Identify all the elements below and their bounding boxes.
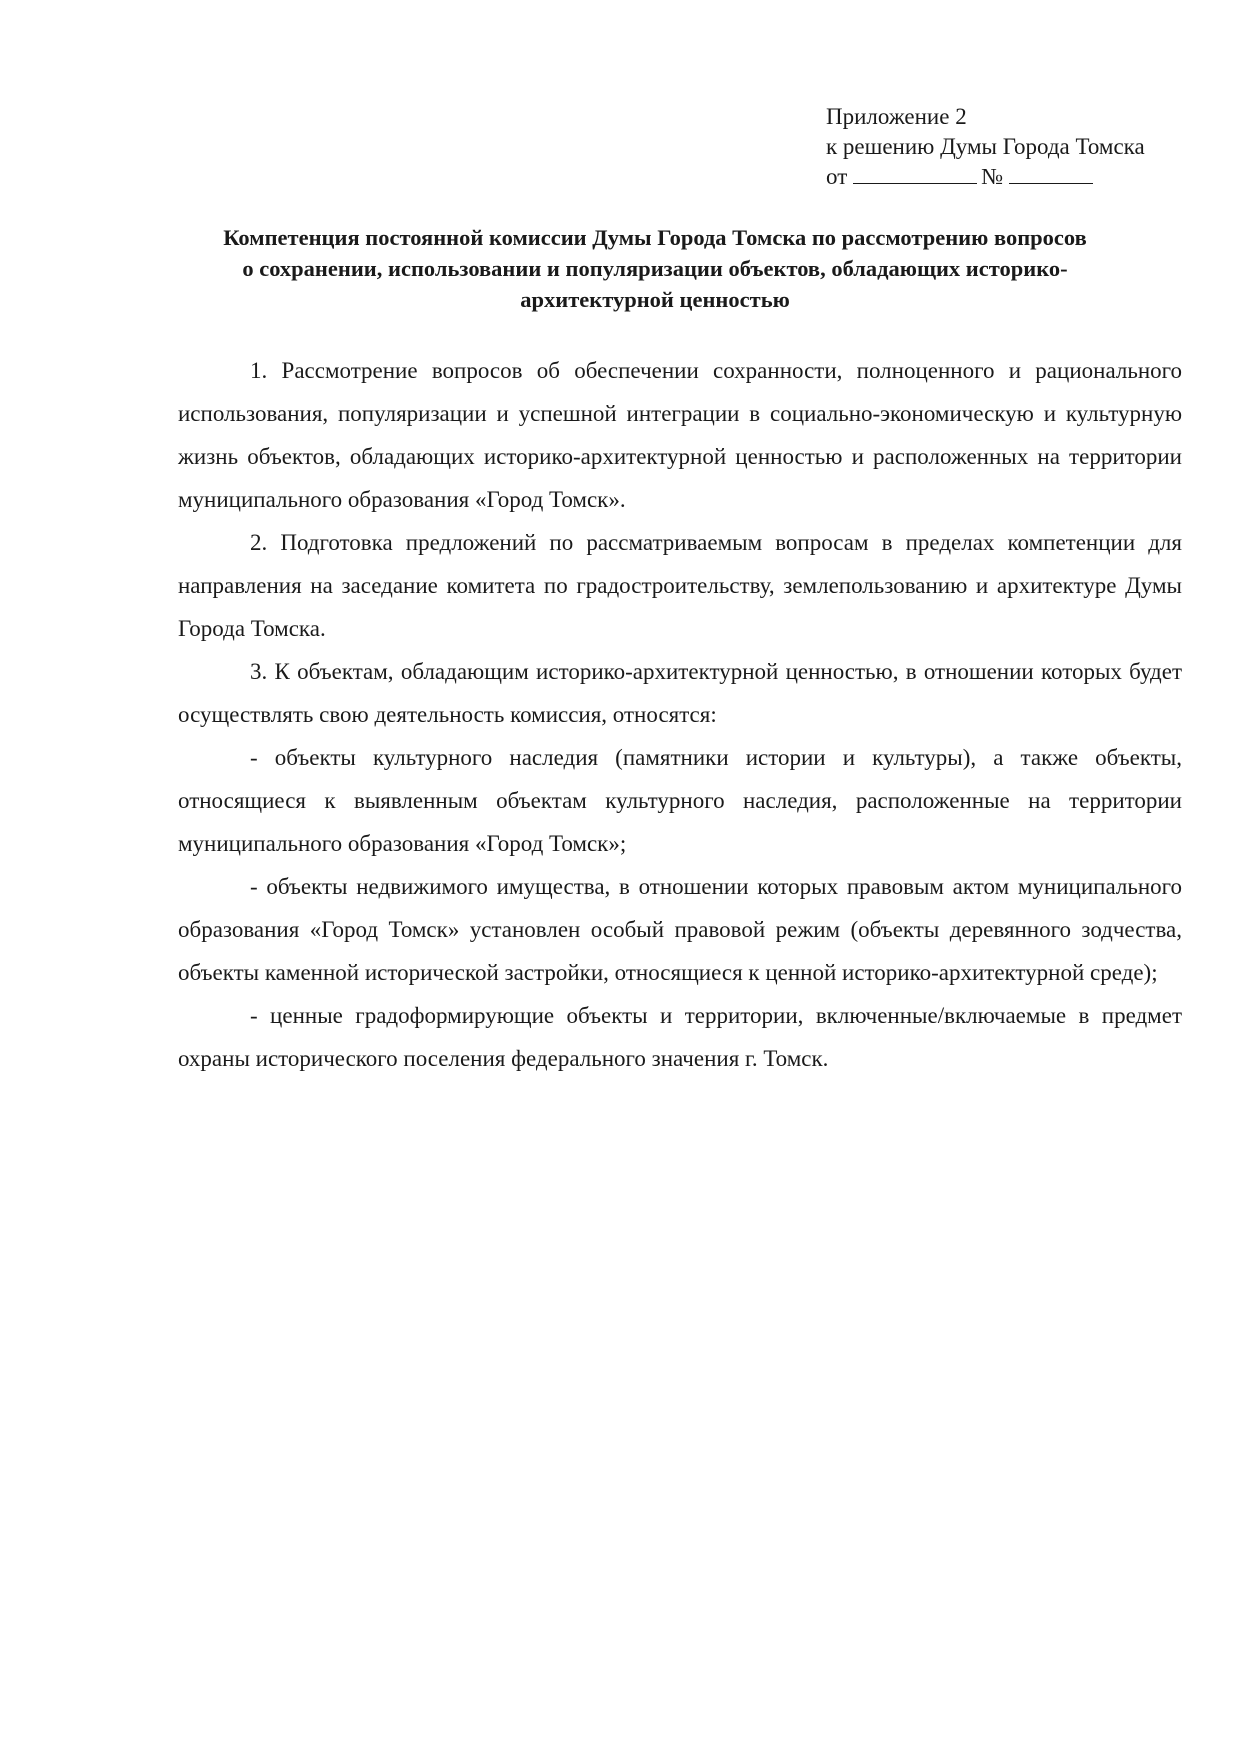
- list-item-real-estate: - объекты недвижимого имущества, в отношении которых правовым актом муниципального образования «Город Томск» установлен особый правовой режим (объекты деревянного зодчества, объекты каменной исторической застройки, относящиеся к ценной историко-архитектурной среде);: [178, 874, 1182, 985]
- title-line: о сохранении, использовании и популяризации объектов, обладающих историко-: [242, 256, 1068, 281]
- number-blank: [1009, 163, 1093, 184]
- annex-header: [826, 102, 1145, 192]
- title-line: архитектурной ценностью: [520, 287, 790, 312]
- document-title: [160, 222, 1150, 315]
- date-blank: [853, 163, 977, 184]
- annex-decision-ref: к решению Думы Города Томска: [826, 134, 1145, 159]
- document-body: [178, 349, 1182, 1080]
- paragraph-3: 3. К объектам, обладающим историко-архитектурной ценностью, в отношении которых будет осуществлять свою деятельность комиссия, относятся:: [178, 659, 1182, 727]
- paragraph-2: 2. Подготовка предложений по рассматриваемым вопросам в пределах компетенции для направления на заседание комитета по градостроительству, землепользованию и архитектуре Думы Города Томска.: [178, 530, 1182, 641]
- annex-date-number-line: [826, 162, 1145, 192]
- number-sign: №: [981, 164, 1004, 189]
- date-prefix: от: [826, 164, 848, 189]
- title-line: Компетенция постоянной комиссии Думы Города Томска по рассмотрению вопросов: [223, 225, 1087, 250]
- paragraph-1: 1. Рассмотрение вопросов об обеспечении сохранности, полноценного и рационального использования, популяризации и успешной интеграции в социально-экономическую и культурную жизнь объектов, обладающих историко-архитектурной ценностью и расположенных на территории муниципального образования «Город Томск».: [178, 358, 1182, 512]
- list-item-valuable-territories: - ценные градоформирующие объекты и территории, включенные/включаемые в предмет охраны исторического поселения федерального значения г. Томск.: [178, 1003, 1182, 1071]
- annex-number: Приложение 2: [826, 104, 967, 129]
- list-item-cultural-heritage: - объекты культурного наследия (памятники истории и культуры), а также объекты, относящиеся к выявленным объектам культурного наследия, расположенные на территории муниципального образования «Город Томск»;: [178, 745, 1182, 856]
